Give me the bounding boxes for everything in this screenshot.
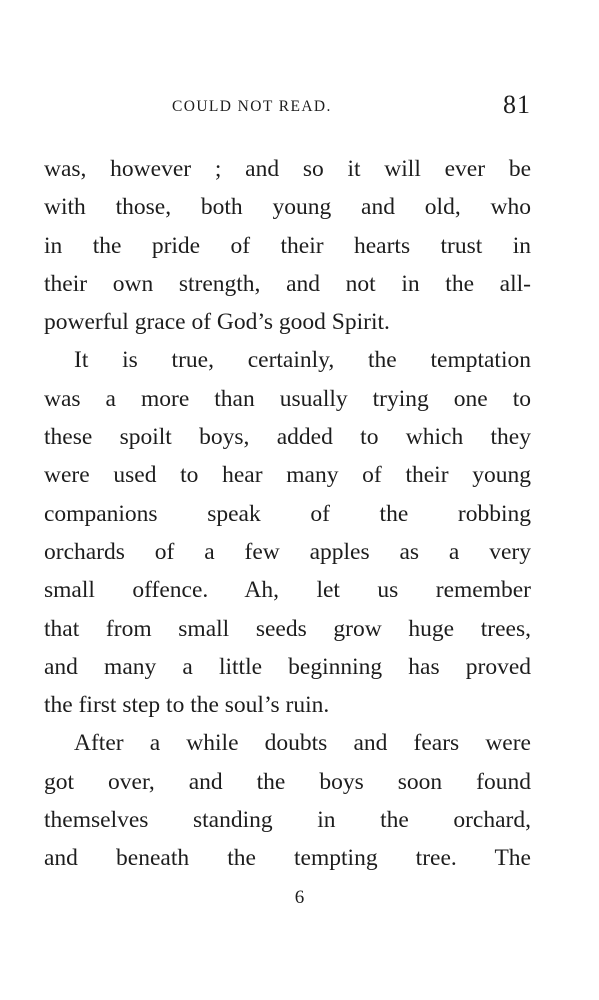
text-line: companions speak of the robbing <box>44 500 531 527</box>
text-line: these spoilt boys, added to which they <box>44 424 531 451</box>
text-line: the first step to the soul’s ruin. <box>44 692 330 719</box>
body-text <box>44 150 531 878</box>
text-line: that from small seeds grow huge trees, <box>44 615 531 642</box>
text-line: After a while doubts and fears were <box>74 730 531 757</box>
text-line: themselves standing in the orchard, <box>44 807 531 834</box>
text-line: small offence. Ah, let us remember <box>44 577 531 604</box>
text-line: their own strength, and not in the all- <box>44 270 531 297</box>
text-line: got over, and the boys soon found <box>44 768 531 795</box>
text-line: powerful grace of God’s good Spirit. <box>44 309 390 336</box>
text-line: were used to hear many of their young <box>44 462 531 489</box>
text-line: and many a little beginning has proved <box>44 653 531 680</box>
text-line: with those, both young and old, who <box>44 194 531 221</box>
signature-mark: 6 <box>294 887 305 908</box>
text-line: and beneath the tempting tree. The <box>44 845 531 872</box>
text-line: was, however ; and so it will ever be <box>44 156 531 182</box>
page-number: 81 <box>503 90 531 119</box>
text-line: was a more than usually trying one to <box>44 385 531 412</box>
text-line: orchards of a few apples as a very <box>44 538 531 565</box>
running-head <box>44 90 531 120</box>
text-line: It is true, certainly, the temptation <box>74 347 531 374</box>
text-line: in the pride of their hearts trust in <box>44 232 531 259</box>
running-title: COULD NOT READ. <box>172 98 332 115</box>
